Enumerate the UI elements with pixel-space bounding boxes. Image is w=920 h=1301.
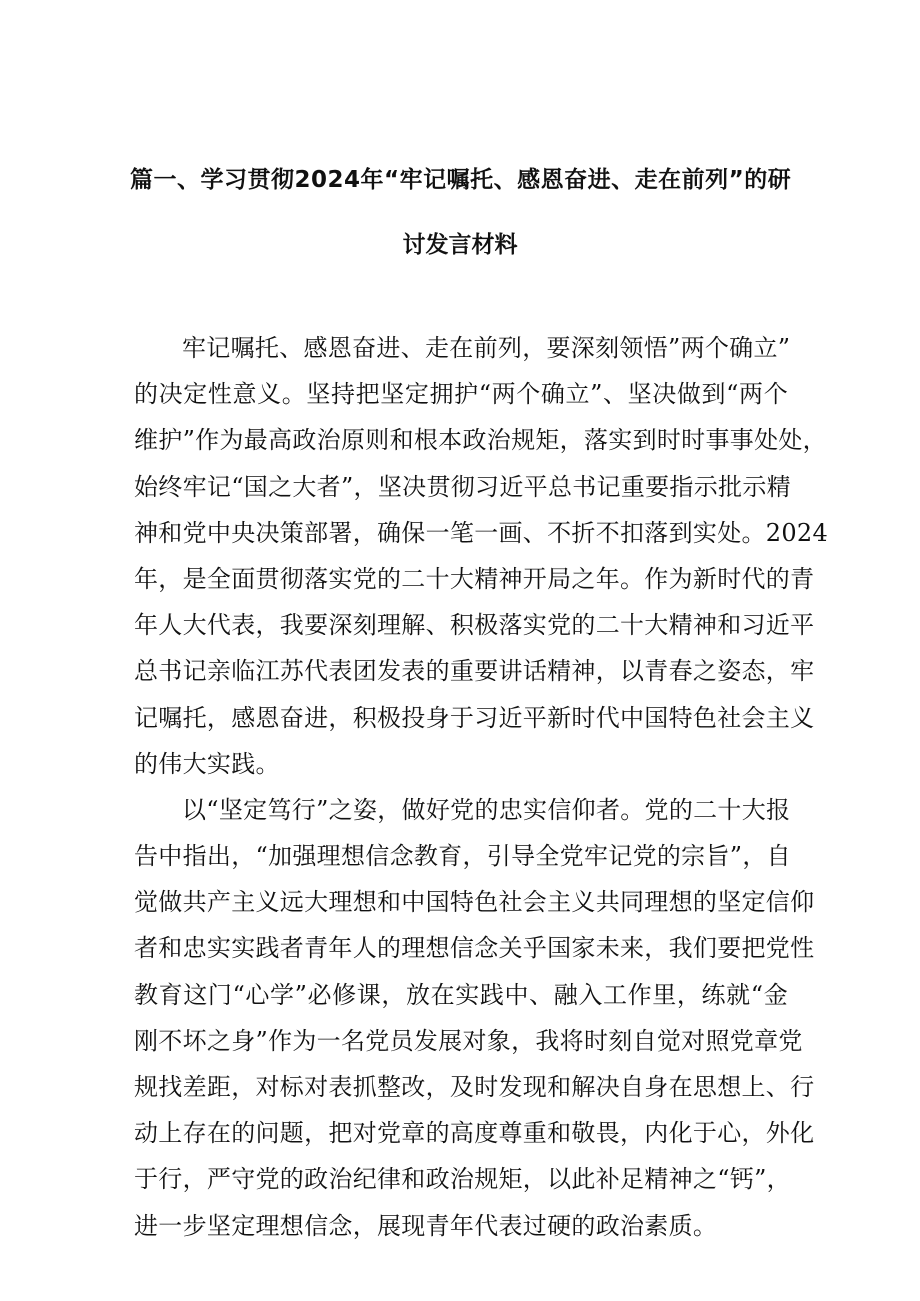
paragraph-line: 觉做共产主义远大理想和中国特色社会主义共同理想的坚定信仰 [134, 888, 815, 917]
paragraph-line: 者和忠实实践者青年人的理想信念关乎国家未来，我们要把党性 [134, 934, 815, 963]
paragraph-line: 年，是全面贯彻落实党的二十大精神开局之年。作为新时代的青 [134, 564, 815, 593]
paragraph-line: 始终牢记“国之大者”，坚决贯彻习近平总书记重要指示批示精 [134, 472, 791, 501]
paragraph-line: 的决定性意义。坚持把坚定拥护“两个确立”、坚决做到“两个 [134, 380, 788, 409]
paragraph-line: 告中指出，“加强理想信念教育，引导全党牢记党的宗旨”，自 [134, 842, 791, 871]
document-title-line-1: 篇一、学习贯彻2024年“牢记嘱托、感恩奋进、走在前列”的研 [130, 167, 792, 193]
paragraph-line: 于行，严守党的政治纪律和政治规矩，以此补足精神之“钙”， [134, 1165, 791, 1194]
paragraph-1 [134, 325, 829, 787]
paragraph-line: 维护”作为最高政治原则和根本政治规矩，落实到时时事事处处， [134, 426, 827, 455]
paragraph-line: 总书记亲临江苏代表团发表的重要讲话精神，以青春之姿态，牢 [134, 657, 815, 686]
document-title-line-2: 讨发言材料 [402, 232, 518, 258]
paragraph-line: 进一步坚定理想信念，展现青年代表过硬的政治素质。 [134, 1211, 718, 1240]
paragraph-2 [134, 787, 815, 1249]
paragraph-line: 年人大代表，我要深刻理解、积极落实党的二十大精神和习近平 [134, 611, 815, 640]
paragraph-line: 教育这门“心学”必修课，放在实践中、融入工作里，练就“金 [134, 980, 788, 1009]
paragraph-line: 神和党中央决策部署，确保一笔一画、不折不扣落到实处。2024 [134, 518, 829, 547]
paragraph-line: 记嘱托，感恩奋进，积极投身于习近平新时代中国特色社会主义 [134, 703, 815, 732]
document-body [134, 325, 829, 1249]
paragraph-line: 规找差距，对标对表抓整改，及时发现和解决自身在思想上、行 [134, 1073, 815, 1101]
paragraph-line: 刚不坏之身”作为一名党员发展对象，我将时刻自觉对照党章党 [134, 1026, 803, 1055]
paragraph-line: 以“坚定笃行”之姿，做好党的忠实信仰者。党的二十大报 [182, 795, 791, 824]
paragraph-line: 的伟大实践。 [134, 749, 280, 778]
paragraph-line: 牢记嘱托、感恩奋进、走在前列，要深刻领悟”两个确立” [182, 334, 791, 362]
paragraph-line: 动上存在的问题，把对党章的高度尊重和敬畏，内化于心，外化 [134, 1119, 815, 1148]
